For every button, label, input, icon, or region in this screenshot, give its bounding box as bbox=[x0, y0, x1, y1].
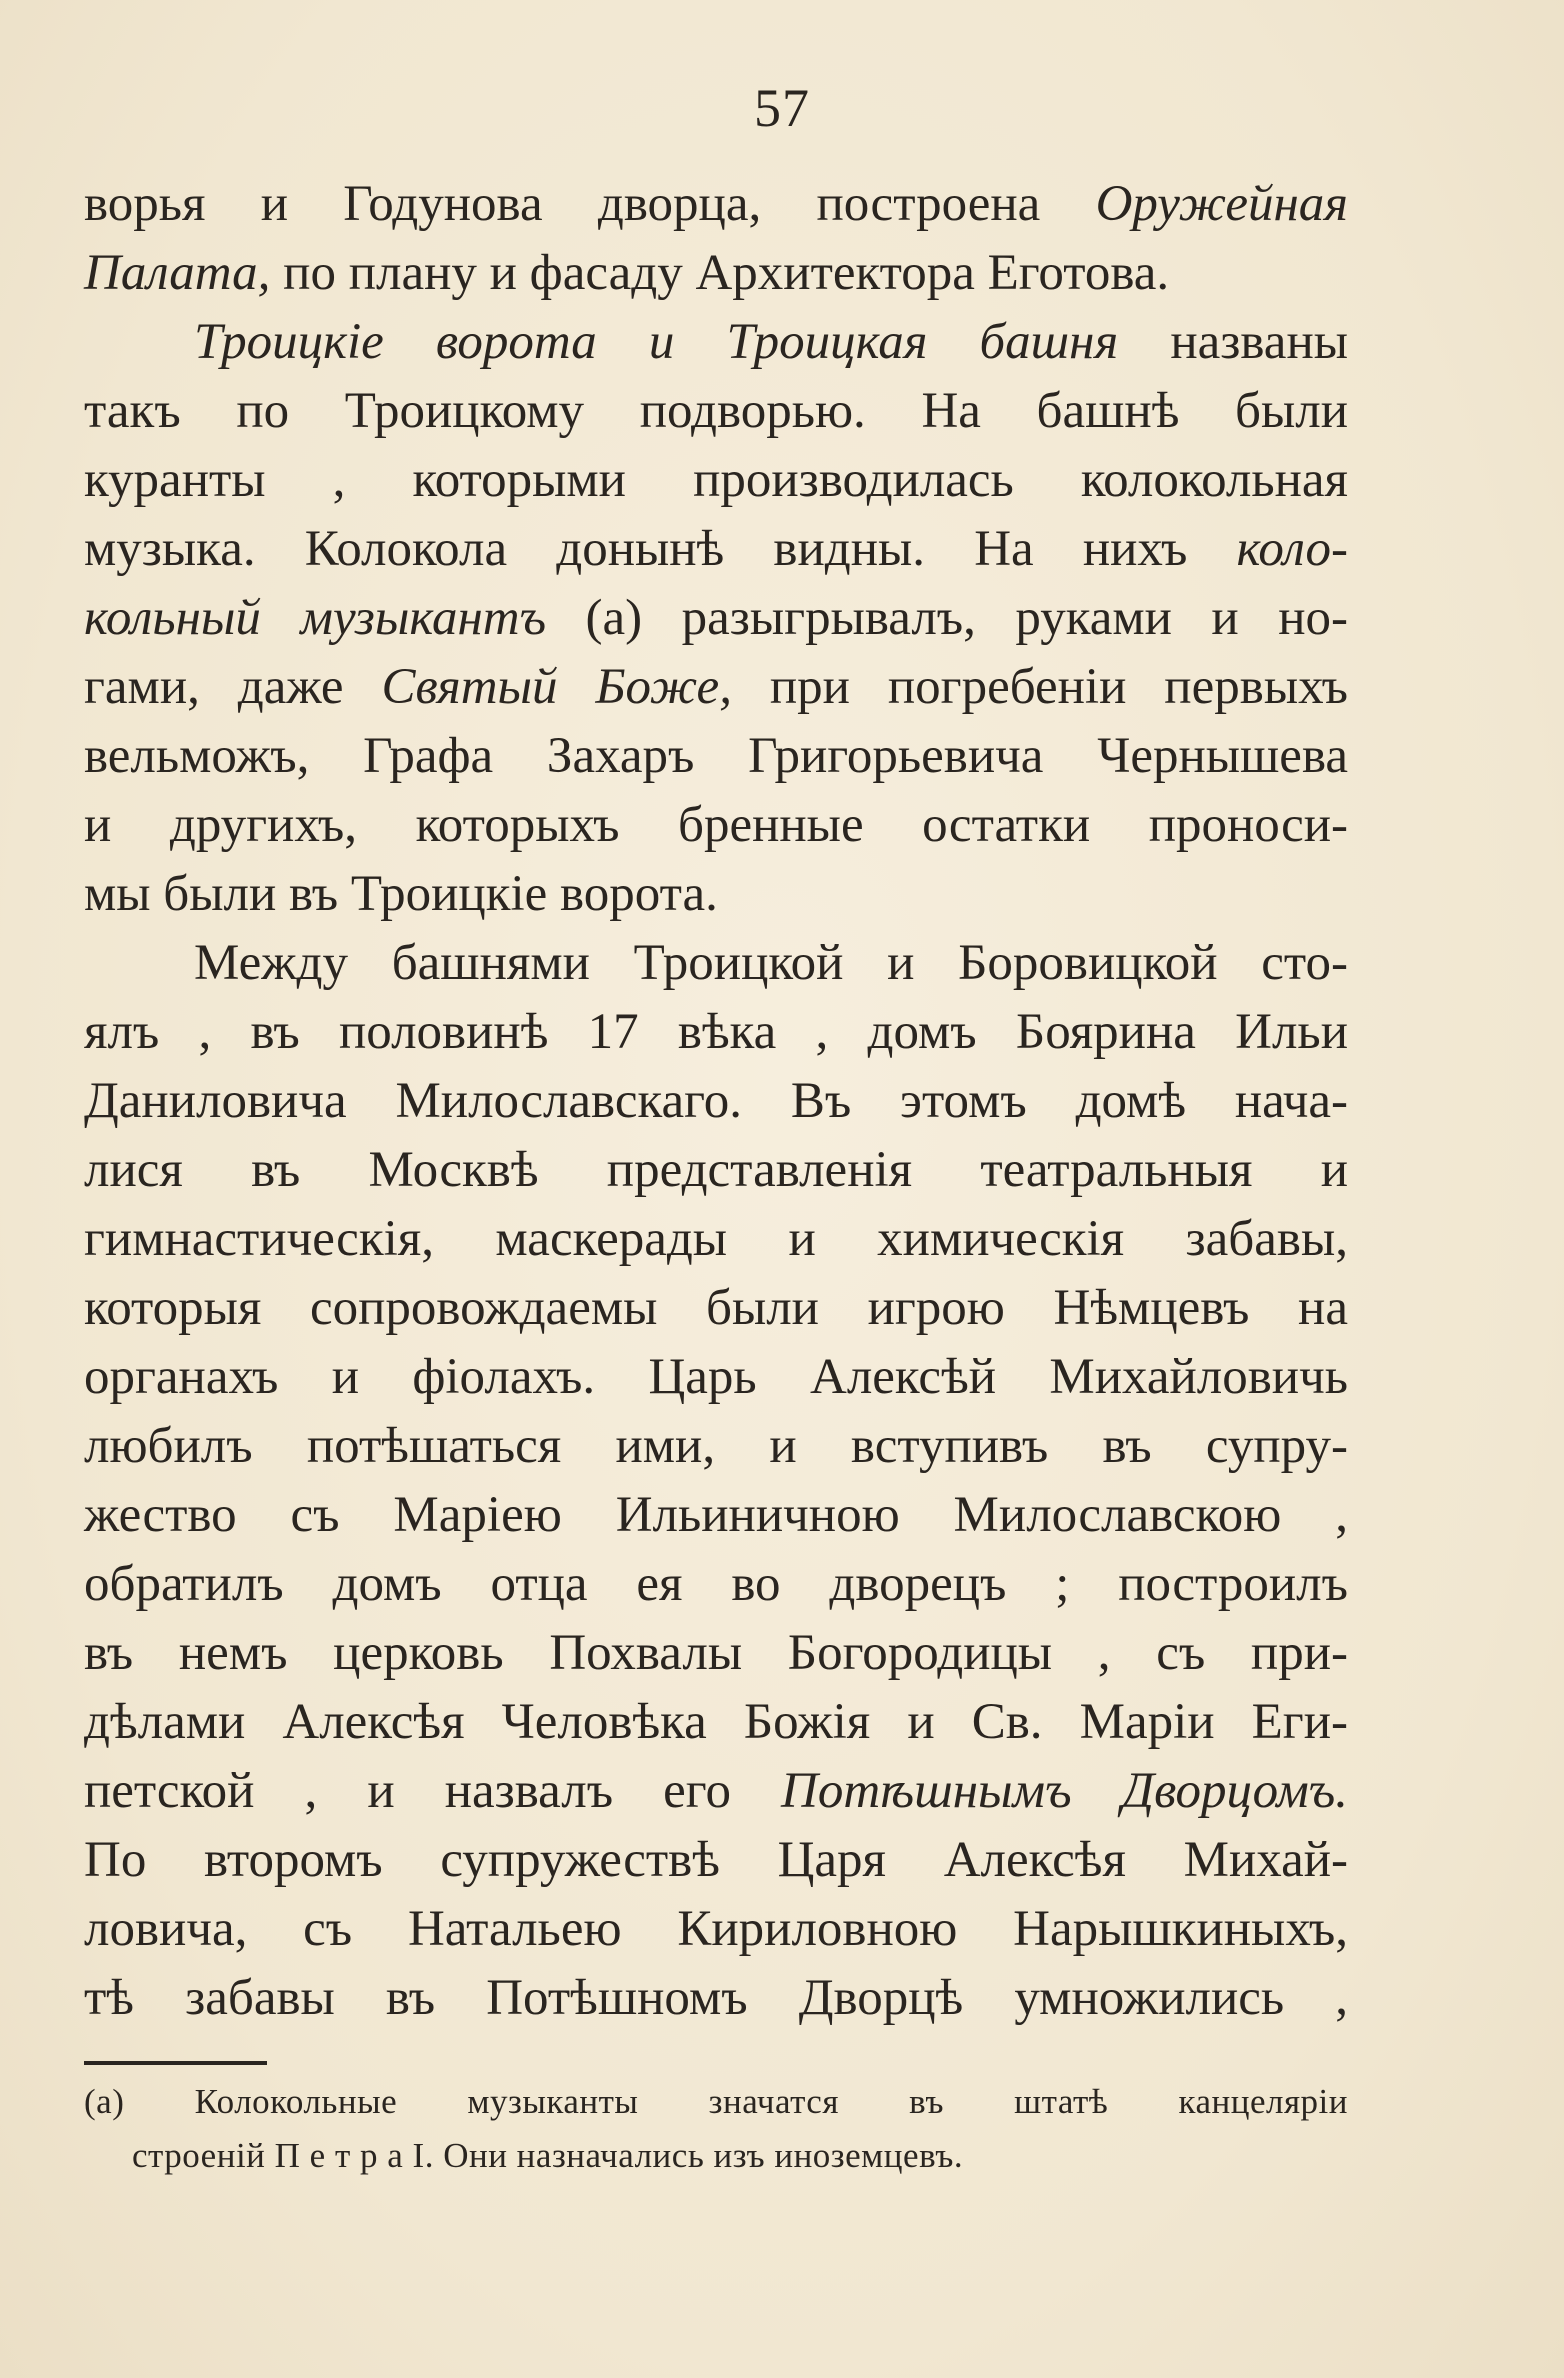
text-line bbox=[84, 308, 1348, 377]
text-segment: ловича, съ Натальею Кириловною Нарышкиныхъ, bbox=[84, 1901, 1348, 1957]
text-line bbox=[84, 1964, 1348, 2033]
text-segment: гами, даже bbox=[84, 659, 382, 715]
text-segment: Между башнями Троицкой и Боровицкой сто- bbox=[194, 935, 1348, 991]
text-segment: которыя сопровождаемы были игрою Нѣмцевъ на bbox=[84, 1280, 1348, 1336]
italic-text-segment: Оружейная bbox=[1095, 176, 1348, 232]
text-line bbox=[84, 1136, 1348, 1205]
text-segment: обратилъ домъ отца ея во дворецъ ; построилъ bbox=[84, 1556, 1348, 1612]
italic-text-segment: Палата, bbox=[84, 245, 271, 301]
text-line bbox=[84, 1550, 1348, 1619]
footnote-line: строеній П е т р а I. Они назначались изъ иноземцевъ. bbox=[132, 2136, 964, 2175]
text-line bbox=[84, 653, 1348, 722]
footnote-divider bbox=[84, 2061, 267, 2065]
text-segment: музыка. Колокола донынѣ видны. На нихъ bbox=[84, 521, 1237, 577]
text-segment: названы bbox=[1118, 314, 1349, 370]
text-line bbox=[84, 1205, 1348, 1274]
text-segment: такъ по Троицкому подворью. На башнѣ были bbox=[84, 383, 1348, 439]
text-segment: дѣлами Алексѣя Человѣка Божія и Св. Маріи Еги- bbox=[84, 1694, 1348, 1750]
text-segment: тѣ забавы въ Потѣшномъ Дворцѣ умножились , bbox=[84, 1970, 1348, 2026]
text-segment: въ немъ церковь Похвалы Богородицы , съ при- bbox=[84, 1625, 1348, 1681]
main-text bbox=[84, 170, 1348, 2033]
text-line bbox=[84, 1274, 1348, 1343]
text-segment: и другихъ, которыхъ бренные остатки проноси- bbox=[84, 797, 1348, 853]
text-segment: ялъ , въ половинѣ 17 вѣка , домъ Боярина Ильи bbox=[84, 1004, 1348, 1060]
text-line bbox=[84, 446, 1348, 515]
text-line bbox=[84, 1757, 1348, 1826]
text-segment: петской , и назвалъ его bbox=[84, 1763, 782, 1819]
text-line bbox=[84, 1619, 1348, 1688]
text-line bbox=[84, 239, 1348, 308]
text-segment: Даниловича Милославскаго. Въ этомъ домѣ нача- bbox=[84, 1073, 1348, 1129]
footnotes bbox=[84, 2075, 1348, 2183]
text-line bbox=[84, 584, 1348, 653]
text-line bbox=[84, 860, 1348, 929]
text-segment: вельможъ, Графа Захаръ Григорьевича Чернышева bbox=[84, 728, 1348, 784]
italic-text-segment: Потѣшнымъ Дворцомъ. bbox=[781, 1763, 1348, 1819]
text-segment: любилъ потѣшаться ими, и вступивъ въ супру- bbox=[84, 1418, 1348, 1474]
italic-text-segment: Троицкіе ворота и Троицкая башня bbox=[194, 314, 1119, 370]
text-line bbox=[84, 1067, 1348, 1136]
text-segment: По второмъ супружествѣ Царя Алексѣя Михай- bbox=[84, 1832, 1348, 1888]
text-line bbox=[84, 1688, 1348, 1757]
text-line bbox=[84, 998, 1348, 1067]
text-segment: лися въ Москвѣ представленія театральныя и bbox=[84, 1142, 1348, 1198]
text-segment: жество съ Маріею Ильиничною Милославскою , bbox=[84, 1487, 1348, 1543]
text-segment: мы были въ Троицкіе ворота. bbox=[84, 866, 718, 922]
footnote-line: (а) Колокольные музыканты значатся въ штатѣ канцеляріи bbox=[84, 2082, 1348, 2121]
text-segment: по плану и фасаду Архитектора Еготова. bbox=[270, 245, 1170, 301]
text-line bbox=[84, 1412, 1348, 1481]
text-segment: органахъ и фіолахъ. Царь Алексѣй Михайловичь bbox=[84, 1349, 1348, 1405]
italic-text-segment: коло- bbox=[1236, 521, 1348, 577]
text-line bbox=[84, 791, 1348, 860]
italic-text-segment: кольный музыкантъ bbox=[84, 590, 547, 646]
text-segment: гимнастическія, маскерады и химическія забавы, bbox=[84, 1211, 1348, 1267]
text-line bbox=[84, 170, 1348, 239]
text-segment: при погребеніи первыхъ bbox=[731, 659, 1349, 715]
text-segment: куранты , которыми производилась колокольная bbox=[84, 452, 1348, 508]
text-segment: ворья и Годунова дворца, построена bbox=[84, 176, 1096, 232]
text-line bbox=[84, 929, 1348, 998]
text-line bbox=[84, 1481, 1348, 1550]
text-line bbox=[84, 722, 1348, 791]
text-line bbox=[84, 515, 1348, 584]
text-segment: (а) разыгрывалъ, руками и но- bbox=[546, 590, 1348, 646]
text-line bbox=[84, 377, 1348, 446]
text-line bbox=[84, 1895, 1348, 1964]
page-number: 57 bbox=[754, 78, 810, 138]
text-line bbox=[84, 1343, 1348, 1412]
italic-text-segment: Святый Боже, bbox=[381, 659, 732, 715]
text-line bbox=[84, 1826, 1348, 1895]
